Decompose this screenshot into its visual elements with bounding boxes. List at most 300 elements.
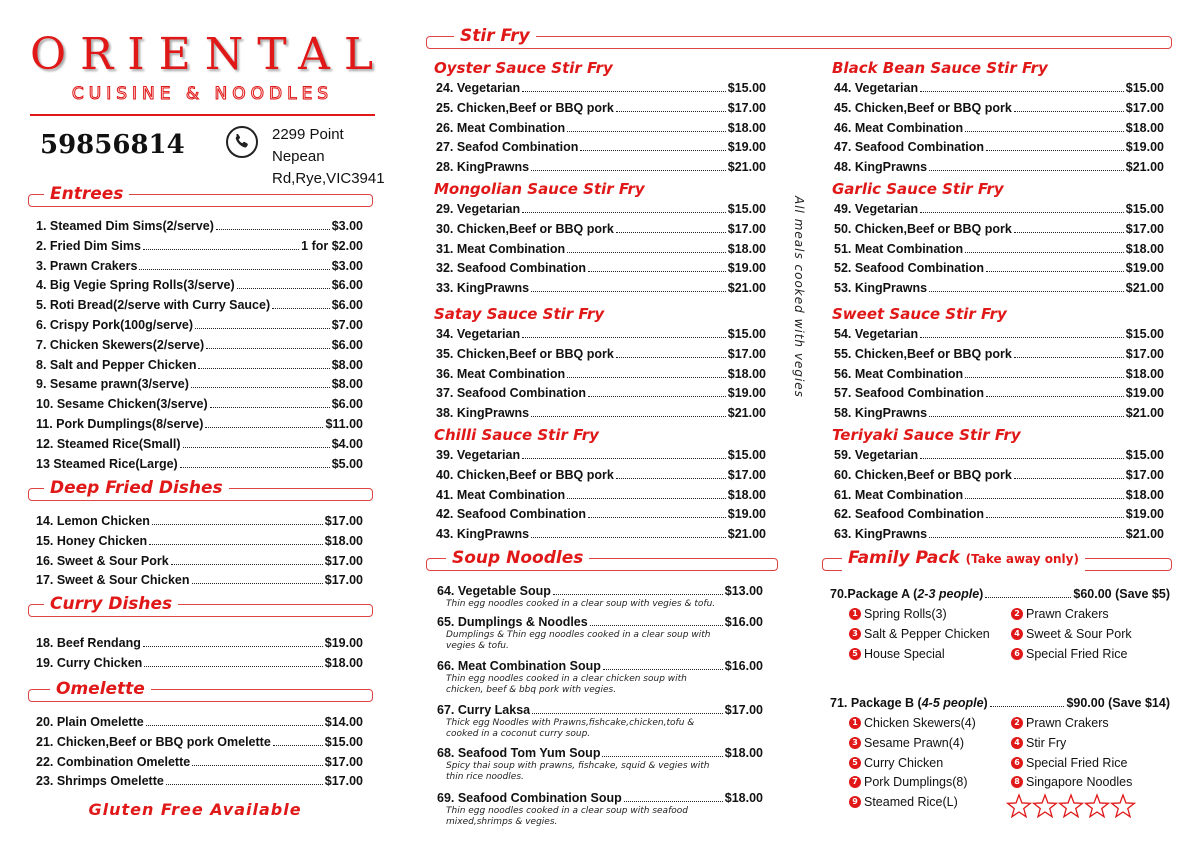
address-line-1: 2299 Point Nepean [272,126,344,165]
section-header-omelette [28,681,373,705]
item-price: $19.00 [1125,261,1164,276]
package-label: 71. Package B ( [830,696,922,710]
item-price: $15.00 [324,734,363,749]
section-title-deep-fried: Deep Fried Dishes [44,476,229,500]
package-item-name: Steamed Rice(L) [864,795,958,810]
item-name: 48. KingPrawns [834,160,928,175]
item-price: $15.00 [1125,202,1164,216]
section-title-curry: Curry Dishes [44,592,178,616]
menu-item [36,533,363,549]
item-name: 30. Chicken,Beef or BBQ pork [436,221,614,236]
leader-dots [986,150,1124,151]
item-price: $19.00 [727,386,766,401]
item-price: $16.00 [724,615,763,629]
menu-item [436,405,766,421]
item-price: $21.00 [1125,281,1164,296]
section-title-soup-noodles: Soup Noodles [446,546,589,570]
item-price: $3.00 [331,219,363,233]
number-badge-icon: 9 [849,796,861,808]
leader-dots [965,377,1124,378]
menu-item [436,120,766,136]
stir-fry-group-title: Satay Sauce Stir Fry [434,305,605,323]
package-item-name: Prawn Crakers [1026,607,1109,621]
leader-dots [590,625,723,626]
package-item-name: Singapore Noodles [1026,775,1133,790]
item-description: Spicy thai soup with prawns, fishcake, squid & vegies with [446,761,710,771]
leader-dots [522,212,726,213]
item-price: $18.00 [727,487,766,502]
package-item-name: Sweet & Sour Pork [1026,626,1132,641]
item-name: 69. Seafood Combination Soup [437,791,622,805]
contact-row [40,122,385,187]
leader-dots [567,252,726,253]
item-price: $18.00 [1125,241,1164,256]
item-name: 5. Roti Bread(2/serve with Curry Sauce) [36,298,271,313]
package-item-name: House Special [864,646,945,661]
leader-dots [965,252,1124,253]
leader-dots [567,377,726,378]
menu-item [436,447,766,463]
item-name: 19. Curry Chicken [36,655,143,670]
leader-dots [616,357,726,358]
item-price: $21.00 [727,281,766,296]
item-price: $13.00 [724,584,763,598]
menu-item [436,159,766,175]
leader-dots [210,407,330,408]
item-name: 45. Chicken,Beef or BBQ pork [834,100,1012,115]
item-name: 14. Lemon Chicken [36,514,150,528]
leader-dots [1014,357,1124,358]
stir-fry-note-text: All meals cooked with vegies [792,196,806,398]
item-name: 57. Seafood Combination [834,386,985,401]
menu-item [834,405,1164,421]
menu-item [36,357,363,373]
leader-dots [522,91,726,92]
item-name: 10. Sesame Chicken(3/serve) [36,397,208,412]
leader-dots [149,544,323,545]
item-price: $17.00 [727,467,766,482]
menu-item [36,396,363,412]
leader-dots [965,498,1124,499]
brand-divider [30,114,375,116]
leader-dots [1014,478,1124,479]
item-name: 41. Meat Combination [436,487,566,502]
item-name: 35. Chicken,Beef or BBQ pork [436,346,614,361]
address [272,124,385,190]
item-name: 9. Sesame prawn(3/serve) [36,377,189,392]
item-price: $18.00 [727,120,766,135]
item-price: $6.00 [331,278,363,293]
item-name: 54. Vegetarian [834,327,919,341]
item-price: $19.00 [1125,386,1164,401]
menu-item [436,221,766,237]
leader-dots [553,594,723,595]
item-price: $18.00 [727,241,766,256]
menu-item [834,526,1164,542]
stir-fry-group-title: Garlic Sauce Stir Fry [832,180,1004,198]
package-item [849,774,968,790]
item-price: $18.00 [724,746,763,760]
item-name: 33. KingPrawns [436,281,530,296]
package-item [849,606,947,622]
menu-item [436,487,766,503]
package-item [849,755,943,771]
star-icon [1060,795,1083,817]
leader-dots [146,725,323,726]
menu-item [36,337,363,353]
family-pack-title: Family Pack [848,548,960,568]
phone-number[interactable]: 59856814 [40,130,185,160]
item-name: 65. Dumplings & Noodles [437,615,588,629]
leader-dots [1014,111,1124,112]
item-name: 37. Seafood Combination [436,386,587,401]
leader-dots [603,669,723,670]
item-name: 52. Seafood Combination [834,261,985,276]
item-name: 68. Seafood Tom Yum Soup [437,746,601,760]
menu-item [436,326,766,342]
item-name: 40. Chicken,Beef or BBQ pork [436,467,614,482]
package-item-name: Salt & Pepper Chicken [864,626,990,641]
number-badge-icon: 1 [849,717,861,729]
package-people: 4-5 people [921,696,984,710]
leader-dots [986,271,1124,272]
item-name: 58. KingPrawns [834,406,928,421]
leader-dots [920,458,1124,459]
package-item [849,646,945,662]
item-price: $11.00 [325,417,363,431]
item-name: 44. Vegetarian [834,81,919,95]
item-price: $5.00 [331,456,363,471]
menu-item [834,366,1164,382]
item-price: $17.00 [324,514,363,528]
leader-dots [171,564,323,565]
package-item [1011,626,1132,642]
item-description: vegies & tofu. [446,641,509,651]
item-name: 46. Meat Combination [834,120,964,135]
item-name: 59. Vegetarian [834,448,919,462]
leader-dots [929,291,1124,292]
item-price: $17.00 [724,703,763,717]
item-price: $6.00 [331,337,363,352]
leader-dots [990,706,1065,707]
menu-item [834,201,1164,217]
menu-item [436,346,766,362]
number-badge-icon: 1 [849,608,861,620]
menu-item [834,346,1164,362]
item-description: chicken, beef & bbq pork with vegies. [446,685,617,695]
item-price: $17.00 [324,754,363,769]
number-badge-icon: 3 [849,628,861,640]
number-badge-icon: 8 [1011,776,1023,788]
item-price: $21.00 [727,527,766,542]
section-title-stir-fry: Stir Fry [454,24,536,48]
item-price: $19.00 [727,507,766,522]
section-header-deep-fried [28,480,373,504]
item-name: 66. Meat Combination Soup [437,659,601,673]
section-header-curry [28,596,373,620]
leader-dots [929,170,1124,171]
leader-dots [273,745,323,746]
package-price: $60.00 (Save $5) [1073,587,1170,601]
item-name: 50. Chicken,Beef or BBQ pork [834,221,1012,236]
item-price: $18.00 [324,533,363,548]
number-badge-icon: 5 [849,757,861,769]
item-name: 38. KingPrawns [436,406,530,421]
leader-dots [602,756,722,757]
phone-icon [226,126,258,158]
item-price: $3.00 [331,258,363,273]
item-price: $6.00 [331,397,363,412]
stir-fry-note [790,196,810,436]
package-item [849,626,990,642]
item-name: 29. Vegetarian [436,202,521,216]
rating-stars [1006,793,1136,821]
leader-dots [616,111,726,112]
item-name: 17. Sweet & Sour Chicken [36,573,190,588]
family-pack-note: (Take away only) [965,552,1079,566]
item-price: $18.00 [727,366,766,381]
menu-item [36,734,363,750]
item-name: 64. Vegetable Soup [437,584,551,598]
item-name: 7. Chicken Skewers(2/serve) [36,337,205,352]
leader-dots [531,537,726,538]
item-name: 31. Meat Combination [436,241,566,256]
package-item-name: Chicken Skewers(4) [864,716,976,730]
menu-item [36,258,363,274]
package-item [1011,774,1132,790]
item-name: 63. KingPrawns [834,527,928,542]
section-header-entrees [28,186,373,210]
section-title-entrees: Entrees [44,182,129,206]
item-price: $21.00 [1125,527,1164,542]
menu-item [36,317,363,333]
menu-item [436,366,766,382]
leader-dots [180,467,330,468]
leader-dots [624,801,723,802]
menu-item [36,297,363,313]
item-price: $8.00 [331,377,363,392]
leader-dots [166,784,323,785]
menu-item [436,201,766,217]
item-name: 11. Pork Dumplings(8/serve) [36,417,204,431]
leader-dots [985,597,1071,598]
package-price: $90.00 (Save $14) [1066,696,1170,710]
restaurant-name: ORIENTAL [30,29,388,80]
item-price: $6.00 [331,298,363,313]
item-name: 21. Chicken,Beef or BBQ pork Omelette [36,734,271,749]
item-description: thin rice noodles. [446,772,524,782]
item-price: $15.00 [1125,448,1164,462]
package-item [1011,646,1127,662]
menu-item [436,526,766,542]
leader-dots [920,212,1124,213]
package-people: 2-3 people [917,587,980,601]
package-label: 70.Package A ( [830,587,918,601]
stir-fry-group-title: Oyster Sauce Stir Fry [434,59,613,77]
item-name: 62. Seafood Combination [834,507,985,522]
menu-item [436,241,766,257]
package-item-name: Special Fried Rice [1026,646,1128,661]
leader-dots [580,150,725,151]
menu-item [36,376,363,392]
leader-dots [531,170,726,171]
item-name: 51. Meat Combination [834,241,964,256]
item-name: 23. Shrimps Omelette [36,774,164,789]
number-badge-icon: 3 [849,737,861,749]
package-item [1011,606,1109,622]
leader-dots [192,583,323,584]
item-price: $17.00 [727,221,766,236]
item-name: 49. Vegetarian [834,202,919,216]
item-price: $21.00 [1125,160,1164,175]
menu-item [36,655,363,671]
section-header-family-pack [822,550,1172,574]
menu-item [36,714,363,730]
address-line-2: Rd,Rye,VIC3941 [272,170,385,187]
number-badge-icon: 2 [1011,608,1023,620]
menu-item [436,506,766,522]
leader-dots [144,666,322,667]
item-name: 61. Meat Combination [834,487,964,502]
stir-fry-group-title: Teriyaki Sauce Stir Fry [832,426,1021,444]
menu-item [834,139,1164,155]
leader-dots [588,396,726,397]
menu-item [834,159,1164,175]
leader-dots [531,416,726,417]
item-name: 56. Meat Combination [834,366,964,381]
menu-item [36,238,363,254]
leader-dots [920,91,1124,92]
leader-dots [143,646,323,647]
section-title-family-pack [842,546,1085,571]
menu-item [36,635,363,651]
star-icon [1034,795,1057,817]
item-price: $4.00 [331,436,363,451]
brand-block [30,29,388,116]
item-name: 27. Seafod Combination [436,140,579,155]
package-item-name: Curry Chicken [864,755,944,770]
star-icon [1086,795,1109,817]
item-name: 13 Steamed Rice(Large) [36,456,178,471]
item-price: $19.00 [1125,140,1164,155]
item-price: $15.00 [727,327,766,341]
number-badge-icon: 5 [849,648,861,660]
menu-item [436,280,766,296]
menu-item [834,467,1164,483]
item-name: 28. KingPrawns [436,160,530,175]
item-name: 55. Chicken,Beef or BBQ pork [834,346,1012,361]
package-item [1011,735,1066,751]
leader-dots [237,288,330,289]
item-price: $21.00 [727,160,766,175]
package-label-end: ) [979,587,984,601]
leader-dots [616,232,726,233]
leader-dots [616,478,726,479]
item-price: $19.00 [727,261,766,276]
leader-dots [567,131,726,132]
menu-item [436,80,766,96]
item-price: $15.00 [1125,327,1164,341]
package-item-name: Sesame Prawn(4) [864,735,965,750]
item-name: 22. Combination Omelette [36,754,191,769]
item-price: $21.00 [727,406,766,421]
leader-dots [532,713,723,714]
menu-item [36,513,363,529]
item-price: $18.00 [324,655,363,670]
item-price: $15.00 [727,448,766,462]
star-icon [1008,795,1031,817]
item-name: 26. Meat Combination [436,120,566,135]
menu-item [436,385,766,401]
item-price: $17.00 [1125,100,1164,115]
item-description: Dumplings & Thin egg noodles cooked in a clear soup with [446,630,711,640]
star-icon [1112,795,1135,817]
item-price: $19.00 [727,140,766,155]
leader-dots [152,524,323,525]
leader-dots [965,131,1124,132]
menu-item [834,241,1164,257]
item-description: cooked in a coconut curry soup. [446,729,591,739]
item-name: 42. Seafood Combination [436,507,587,522]
item-name: 32. Seafood Combination [436,261,587,276]
menu-item [36,773,363,789]
menu-item [834,280,1164,296]
item-price: $15.00 [727,202,766,216]
menu-item [834,260,1164,276]
item-name: 1. Steamed Dim Sims(2/serve) [36,219,214,233]
item-description: Thin egg noodles cooked in a clear soup with seafood [446,806,688,816]
item-name: 39. Vegetarian [436,448,521,462]
menu-item [36,456,363,472]
restaurant-subtitle: CUISINE & NOODLES [71,84,334,104]
menu-item [437,658,763,674]
leader-dots [205,427,323,428]
package-line [830,695,1170,711]
item-name: 47. Seafood Combination [834,140,985,155]
section-header-soup-noodles [426,550,778,574]
item-name: 43. KingPrawns [436,527,530,542]
leader-dots [588,271,726,272]
menu-item [437,614,763,630]
menu-item [834,487,1164,503]
item-name: 60. Chicken,Beef or BBQ pork [834,467,1012,482]
item-name: 34. Vegetarian [436,327,521,341]
item-name: 36. Meat Combination [436,366,566,381]
leader-dots [192,765,323,766]
gluten-free-note: Gluten Free Available [88,800,302,819]
stir-fry-group-title: Black Bean Sauce Stir Fry [832,59,1048,77]
leader-dots [522,337,726,338]
item-price: $17.00 [1125,221,1164,236]
item-price: $8.00 [331,357,363,372]
package-item [1011,715,1109,731]
menu-item [436,100,766,116]
item-price: $18.00 [724,791,763,805]
menu-item [437,790,763,806]
item-price: $16.00 [724,659,763,673]
number-badge-icon: 6 [1011,648,1023,660]
leader-dots [522,458,726,459]
item-price: $18.00 [1125,487,1164,502]
menu-item [834,385,1164,401]
menu-item [834,120,1164,136]
menu-item [437,745,763,761]
package-item [849,794,958,810]
package-label-end: ) [983,696,988,710]
leader-dots [567,498,726,499]
package-item [1011,755,1127,771]
item-price: $17.00 [324,553,363,568]
